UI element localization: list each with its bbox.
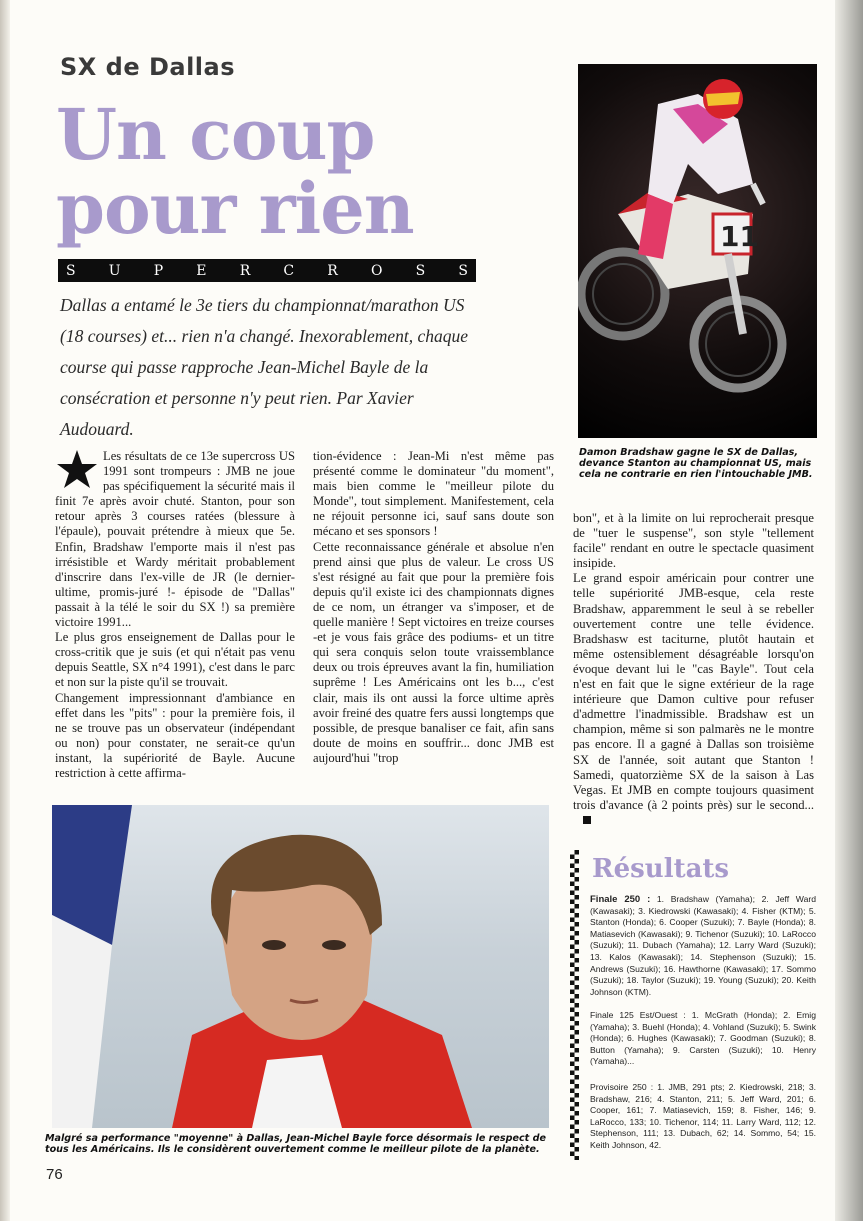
motocross-illustration <box>578 64 817 438</box>
motocross-photo <box>578 64 817 438</box>
results-title: Résultats <box>592 854 730 884</box>
band-letter: P <box>153 262 164 279</box>
paragraph: Le plus gros enseignement de Dallas pour le cross-critik que je suis (et qui n'était pas venu depuis Seattle, SX n°4 1991), c'est dans le parc et non sur la piste qu'il se trouvait. <box>55 630 295 690</box>
headline-line-1: Un coup <box>56 93 375 176</box>
paragraph: Changement impressionnant d'ambiance en effet dans les "pits" : pour la première fois, il ne se trouve pas un observateur (indépendant ou non) pour constater, ne serait-ce qu'un instant, la supériorité de Bayle. Aucune restriction à cette affirma- <box>55 690 295 780</box>
paragraph <box>573 571 814 828</box>
paragraph-text: Le grand espoir américain pour contrer une telle supériorité JMB-esque, cela reste Bradshaw, apparemment le seul à se rebeller ouvertement contre une telle évidence. Bradshasw est taciturne, plutôt hautain et même ostensiblement désagréable lorsqu'on évoque devant lui le "cas Bayle". Tout cela n'est en fait que le signe extérieur de la rage intérieure que Damon cultive pour refuser d'admettre l'inadmissible. Bradshaw est un champion, même si son palmarès ne le montre pas encore. Il a gagné à Dallas son troisième SX de l'année, soit autant que Stanton ! Samedi, quatorzième SX de la saison à Las Vegas. Et JMB en compte toujours quasiment trois d'avance (à 2 points près) sur le second... <box>573 571 814 812</box>
results-finale-250-label: Finale 250 : <box>590 894 651 905</box>
intro-standfirst: Dallas a entamé le 3e tiers du championnat/marathon US (18 courses) et... rien n'a changé. Inexorablement, chaque course qui passe rapproche Jean-Michel Bayle de la consécration et personne n'y peut rien. Par Xavier Audouard. <box>60 295 469 439</box>
svg-text:11: 11 <box>720 220 759 253</box>
headline-line-2: pour rien <box>56 167 414 250</box>
paragraph: bon", et à la limite on lui reprocherait presque de "tuer le suspense", son style "tellement facile" rendant en outre le spectacle quasiment insipide. <box>573 511 814 571</box>
band-letter: U <box>108 262 121 279</box>
band-letter: E <box>196 262 207 279</box>
portrait-illustration <box>52 805 549 1128</box>
page-number: 76 <box>46 1166 63 1183</box>
results-finale-250 <box>590 894 816 998</box>
paragraph: tion-évidence : Jean-Mi n'est même pas présenté comme le dominateur "du moment", mais bien comme le "meilleur pilote du Monde", tout simplement. Manifestement, cela ne réjouit personne ici, sauf sans doute son mécano et ses sponsors ! <box>313 449 554 539</box>
page-edge-right <box>835 0 863 1221</box>
paragraph: Cette reconnaissance générale et absolue n'en prend ainsi que plus de valeur. Le cross US s'est résigné au fait que pour la première fois depuis qu'il existe ici des championnats dignes de ce nom, un étranger va s'imposer, et de quelle manière ! Sept victoires en treize courses -et je vous fais grâce des podiums- et un titre qui sera conquis selon toute vraissemblance deux ou trois épreuves avant la fin, humiliation suprême ! Les Américains ont les b..., c'est clair, mais ils ont aussi la force ultime après avoir freiné des quatre fers aussi longtemps que possible, de presque banaliser ce fait, afin sans doute de moins en souffrir... donc JMB est aujourd'hui "trop <box>313 539 554 765</box>
motocross-photo-caption: Damon Bradshaw gagne le SX de Dallas, devance Stanton au championnat US, mais cela ne contrarie en rien l'intouchable JMB. <box>579 447 813 480</box>
checkered-flag-border <box>570 850 579 1160</box>
end-mark-icon <box>583 816 591 824</box>
page-edge-left <box>0 0 10 1221</box>
paragraph: Les résultats de ce 13e supercross US 1991 sont trompeurs : JMB ne joue pas spécifiquement la sécurité mais il finit 7e après avoir chuté. Stanton, pour son retour après 3 courses ratées (blessure à l'épaule), pouvait prétendre à mieux que 5e. Enfin, Bradshaw l'emporte mais il n'est pas irrésistible et Wardy méritait probablement d'inscrire dans l'ex-ville de JR (le dernier-ultime, promis-juré !- épisode de "Dallas" passait à la télé le soir du SX !) sa première victoire 1991... <box>55 449 295 630</box>
band-letter: S <box>458 262 468 279</box>
headline <box>56 93 526 250</box>
article-column-1 <box>55 449 295 781</box>
results-provisoire-250: Provisoire 250 : 1. JMB, 291 pts; 2. Kiedrowski, 218; 3. Bradshaw, 216; 4. Stanton, 211; 5. Jeff Ward, 201; 6. Cooper, 161; 7. Matiasevich, 159; 8. Fisher, 146; 9. LaRocco, 133; 10. Tichenor, 114; 11. Larry Ward, 112; 12. Stephenson, 111; 13. Dubach, 62; 14. Sommo, 54; 15. Keith Johnson, 42. <box>590 1082 816 1150</box>
band-letter: O <box>370 262 383 279</box>
portrait-photo <box>52 805 549 1128</box>
kicker: SX de Dallas <box>60 53 236 81</box>
band-letter: S <box>415 262 426 279</box>
results-finale-250-text: 1. Bradshaw (Yamaha); 2. Jeff Ward (Kawasaki); 3. Kiedrowski (Kawasaki); 4. Fisher (KTM); 5. Stanton (Honda); 6. Cooper (Suzuki); 7. Bayle (Honda); 8. Matiasevich (Kawasaki); 9. Tichenor (Suzuki); 10. LaRocco (Suzuki); 11. Dubach (Yamaha); 12. Larry Ward (Suzuki); 13. Kalos (Kawasaki); 14. Stephenson (Suzuki); 15. Andrews (Suzuki); 16. Hawthorne (Kawasaki); 17. Sommo (Suzuki); 18. Taylor (Suzuki); 19. Young (Suzuki); 20. Keith Johnson (KTM). <box>590 894 816 997</box>
article-column-2 <box>313 449 554 766</box>
article-column-3 <box>573 511 814 828</box>
results-box <box>570 850 816 1162</box>
band-letter: R <box>327 262 338 279</box>
supercross-band <box>58 259 476 282</box>
portrait-photo-caption: Malgré sa performance "moyenne" à Dallas, Jean-Michel Bayle force désormais le respect de tous les Américains. Ils le considèrent ouvertement comme le meilleur pilote de la planète. <box>45 1133 546 1155</box>
band-letter: R <box>239 262 251 279</box>
results-finale-125: Finale 125 Est/Ouest : 1. McGrath (Honda); 2. Emig (Yamaha); 3. Buehl (Honda); 4. Vohland (Suzuki); 5. Swink (Honda); 6. Hughes (Kawasaki); 7. Goodman (Suzuki); 8. Button (Yamaha); 9. Carsten (Suzuki); 10. Henry (Yamaha)... <box>590 1010 816 1067</box>
star-icon <box>55 449 99 489</box>
band-letter: S <box>66 262 76 279</box>
band-letter: C <box>283 262 295 279</box>
